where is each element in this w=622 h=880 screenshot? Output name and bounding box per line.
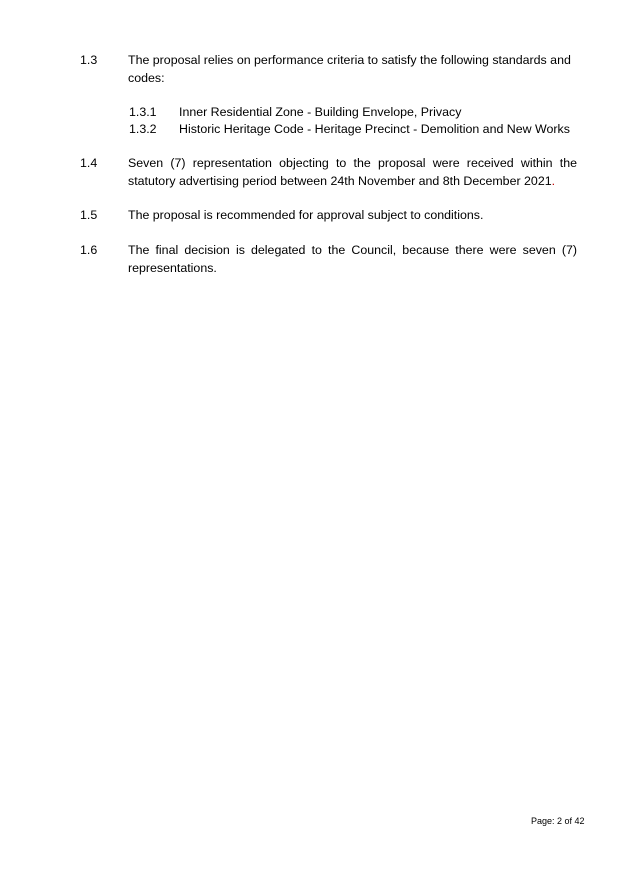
subparagraph-number: 1.3.1 xyxy=(129,105,157,119)
paragraph-text: The final decision is delegated to the Council, because there were seven (7) representations. xyxy=(128,243,577,275)
paragraph-body xyxy=(128,155,577,190)
subparagraph-number: 1.3.2 xyxy=(129,122,157,136)
page-number-footer: Page: 2 of 42 xyxy=(531,816,585,826)
paragraph-number: 1.6 xyxy=(80,243,98,257)
paragraph-text: The proposal relies on performance criteria to satisfy the following standards and codes: xyxy=(128,53,571,85)
paragraph-number: 1.3 xyxy=(80,53,98,67)
paragraph-text: Seven (7) representation objecting to the proposal were received within the statutory advertising period between 24th November and 8th December 2021 xyxy=(128,156,577,188)
paragraph-number: 1.4 xyxy=(80,156,98,170)
subparagraph-text: Inner Residential Zone - Building Envelope, Privacy xyxy=(179,105,462,119)
subparagraph-text: Historic Heritage Code - Heritage Precinct - Demolition and New Works xyxy=(179,122,570,136)
paragraph-number: 1.5 xyxy=(80,208,98,222)
trailing-period: . xyxy=(551,173,556,188)
paragraph-text: The proposal is recommended for approval subject to conditions. xyxy=(128,208,484,222)
